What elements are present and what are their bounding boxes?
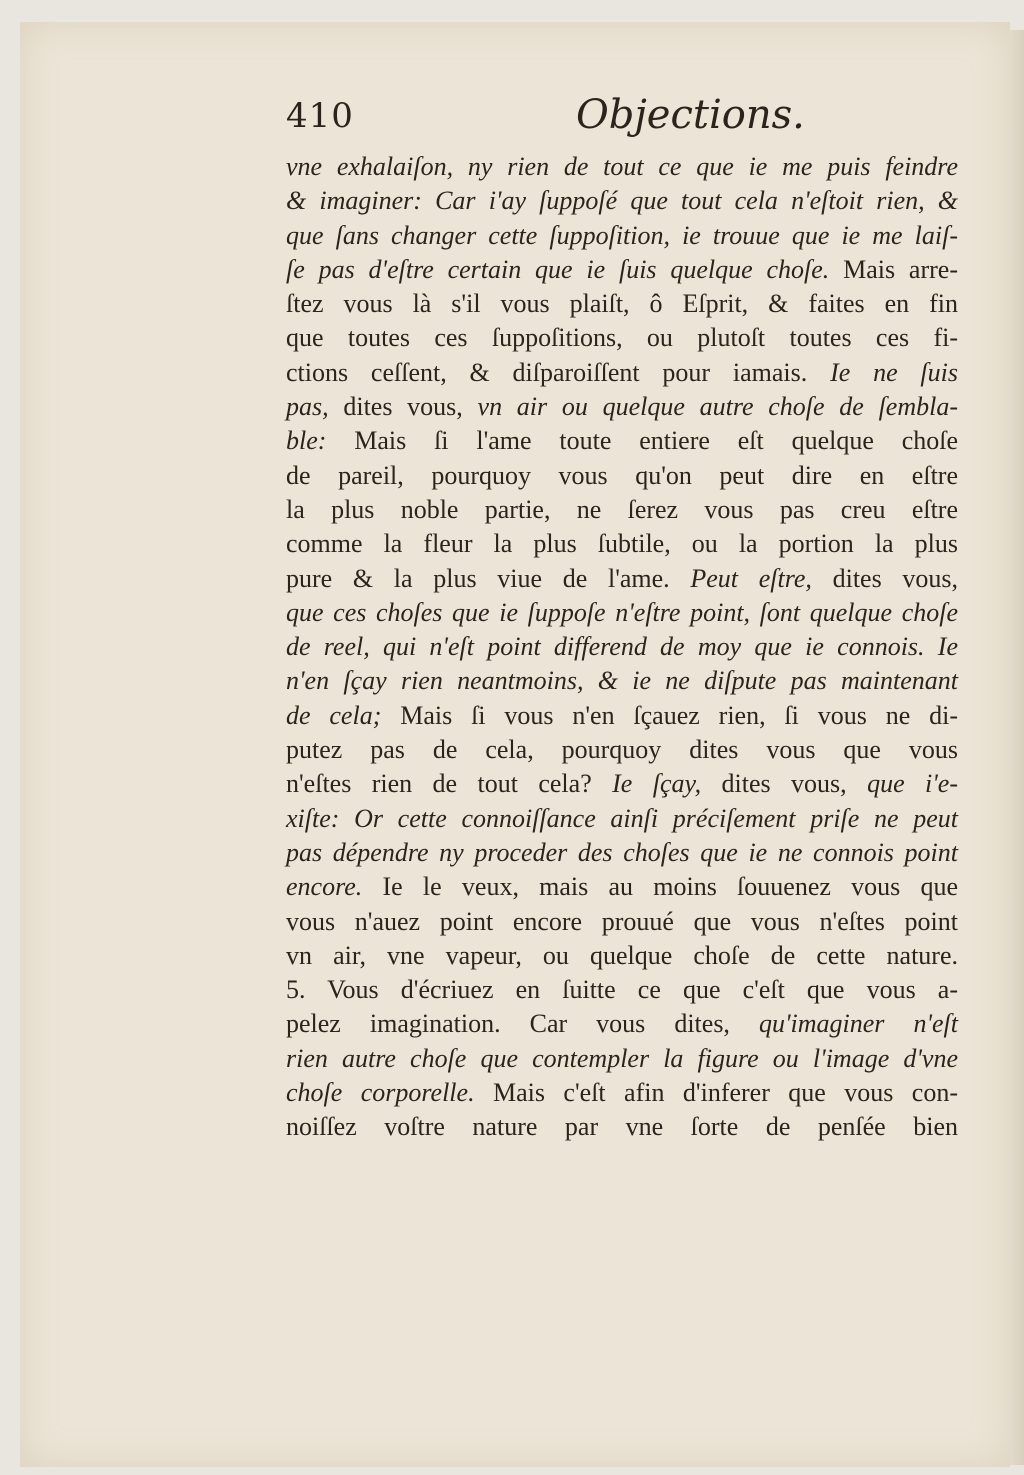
roman-text-segment: 5. Vous d'écriuez en ſuitte ce que c'eſt que vous a- — [286, 975, 958, 1005]
text-line — [286, 253, 958, 287]
italic-text-segment: que i'e- — [867, 769, 958, 799]
italic-text-segment: que ces choſes que ie ſuppoſe n'eſtre point, ſont quelque choſe — [286, 597, 958, 627]
italic-text-segment: pas dépendre ny proceder des choſes que ie ne connois point — [286, 837, 958, 867]
text-line — [286, 321, 958, 355]
text-line — [286, 973, 958, 1007]
text-line — [286, 1110, 958, 1144]
text-line — [286, 870, 958, 904]
italic-text-segment: xiſte: Or cette connoiſſance ainſi préciſement priſe ne peut — [286, 803, 958, 833]
text-line — [286, 630, 958, 664]
roman-text-segment: ſtez vous là s'il vous plaiſt, ô Eſprit, & faites en fin — [286, 289, 958, 319]
italic-text-segment: Ie ſçay, — [591, 769, 702, 799]
roman-text-segment: pelez imagination. Car vous dites, — [286, 1009, 730, 1039]
roman-text-segment: Mais arre- — [829, 254, 958, 284]
text-line — [286, 836, 958, 870]
page-number: 410 — [286, 96, 354, 136]
italic-text-segment: ble: — [286, 426, 327, 456]
running-head — [286, 92, 966, 142]
italic-text-segment: vn air ou quelque autre choſe de ſembla- — [477, 392, 958, 422]
roman-text-segment: dites vous, — [811, 563, 959, 593]
text-line — [286, 1042, 958, 1076]
roman-text-segment: la plus noble partie, ne ſerez vous pas creu eſtre — [286, 494, 958, 524]
text-line — [286, 184, 958, 218]
roman-text-segment: vous n'auez point encore prouué que vous n'eſtes point — [286, 906, 958, 936]
italic-text-segment: qu'imaginer n'eſt — [729, 1009, 958, 1039]
roman-text-segment: ctions ceſſent, & diſparoiſſent pour iamais. — [286, 357, 808, 387]
italic-text-segment: vne exhalaiſon, ny rien de tout ce que ie me puis feindre — [286, 152, 958, 181]
italic-text-segment: choſe corporelle. — [286, 1078, 475, 1108]
text-line — [286, 939, 958, 973]
roman-text-segment: Mais ſi l'ame toute entiere eſt quelque choſe — [326, 426, 958, 456]
roman-text-segment: dites vous, — [701, 769, 868, 799]
text-line — [286, 596, 958, 630]
text-line — [286, 664, 958, 698]
italic-text-segment: de reel, qui n'eſt point differend de moy que ie connois. Ie — [286, 632, 958, 662]
text-line — [286, 287, 958, 321]
text-line — [286, 390, 958, 424]
italic-text-segment: pas, — [286, 392, 329, 422]
text-line — [286, 424, 958, 458]
body-text — [286, 150, 958, 1145]
roman-text-segment: putez pas de cela, pourquoy dites vous que vous — [286, 735, 958, 765]
roman-text-segment: de pareil, pourquoy vous qu'on peut dire en eſtre — [286, 460, 958, 490]
roman-text-segment: dites vous, — [328, 392, 478, 422]
italic-text-segment: n'en ſçay rien neantmoins, & ie ne diſpute pas maintenant — [286, 666, 958, 696]
text-line — [286, 802, 958, 836]
italic-text-segment: que ſans changer cette ſuppoſition, ie trouue que ie me laiſ- — [286, 220, 958, 250]
text-line — [286, 767, 958, 801]
text-line — [286, 219, 958, 253]
italic-text-segment: Peut eſtre, — [669, 563, 812, 593]
italic-text-segment: encore. — [286, 872, 363, 902]
italic-text-segment: ſe pas d'eſtre certain que ie ſuis quelque choſe. — [286, 254, 830, 284]
roman-text-segment: comme la fleur la plus ſubtile, ou la portion la plus — [286, 529, 958, 559]
roman-text-segment: vn air, vne vapeur, ou quelque choſe de cette nature. — [286, 940, 958, 970]
text-line — [286, 1007, 958, 1041]
roman-text-segment: noiſſez voſtre nature par vne ſorte de penſée bien — [286, 1112, 958, 1142]
roman-text-segment: que toutes ces ſuppoſitions, ou plutoſt toutes ces fi- — [286, 323, 958, 353]
roman-text-segment: Mais ſi vous n'en ſçauez rien, ſi vous ne di- — [381, 700, 958, 730]
text-line — [286, 905, 958, 939]
text-line — [286, 527, 958, 561]
text-line — [286, 1076, 958, 1110]
italic-text-segment: & imaginer: Car i'ay ſuppoſé que tout cela n'eſtoit rien, & — [286, 186, 958, 216]
roman-text-segment: pure & la plus viue de l'ame. — [286, 563, 670, 593]
text-line — [286, 150, 958, 184]
text-line — [286, 562, 958, 596]
italic-text-segment: rien autre choſe que contempler la figure ou l'image d'vne — [286, 1043, 958, 1073]
text-line — [286, 493, 958, 527]
roman-text-segment: Ie le veux, mais au moins ſouuenez vous que — [362, 872, 958, 902]
text-line — [286, 699, 958, 733]
italic-text-segment: de cela; — [286, 700, 382, 730]
text-line — [286, 459, 958, 493]
roman-text-segment: Mais c'eſt afin d'inferer que vous con- — [474, 1078, 958, 1108]
roman-text-segment: n'eſtes rien de tout cela? — [286, 769, 592, 799]
italic-text-segment: Ie ne ſuis — [807, 357, 958, 387]
text-line — [286, 356, 958, 390]
running-title: Objections. — [576, 92, 805, 138]
text-line — [286, 733, 958, 767]
